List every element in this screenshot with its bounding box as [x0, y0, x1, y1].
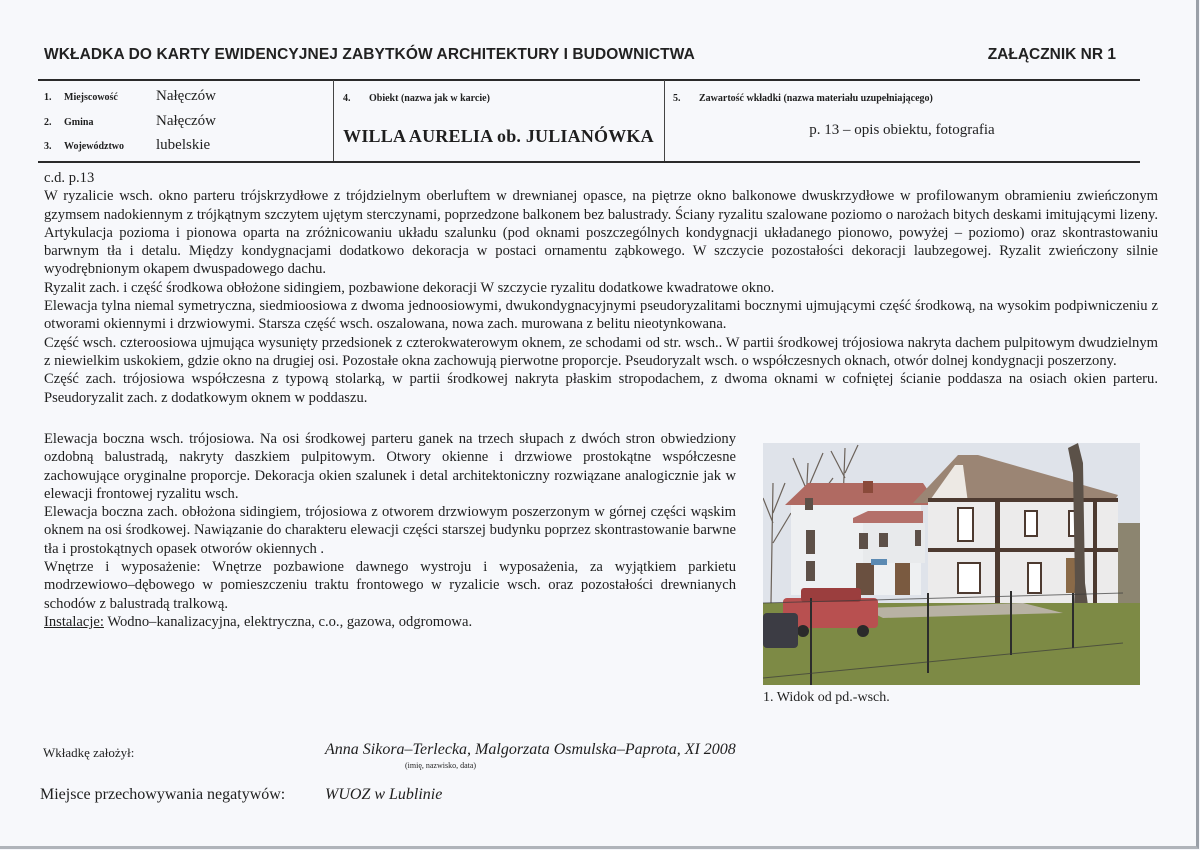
field-label: Gmina [64, 117, 94, 128]
author-value: Anna Sikora–Terlecka, Malgorzata Osmulska–Paprota, XI 2008 [325, 741, 736, 758]
field-value: Nałęczów [156, 88, 216, 104]
contents-value: p. 13 – opis obiektu, fotografia [809, 122, 995, 138]
description-paragraph: Elewacja boczna wsch. trójosiowa. Na osi środkowej parteru ganek na trzech słupach z dwóch stron obwiedziony ozdobną balustradą, nakryty daszkiem pulpitowym. Otwory okienne i drzwiowe prostokątne współczesne zachowujące oryginalne proporcje. Dekoracja okien szalunek i detal architektoniczny rozwiązane analogicznie jak w elewacji frontowej ryzalitu wsch. [44, 431, 736, 502]
field-voivodeship [44, 137, 210, 154]
field-label: Województwo [64, 141, 124, 152]
author-label: Wkładkę założył: [43, 745, 135, 760]
annex-number: ZAŁĄCZNIK NR 1 [987, 46, 1116, 63]
building-photo [763, 443, 1140, 685]
installations-label: Instalacje: [44, 613, 104, 630]
field-label: Zawartość wkładki (nazwa materiału uzupełniającego) [699, 93, 933, 104]
field-number: 1. [44, 92, 52, 103]
description-text-lower [44, 430, 736, 631]
field-number: 2. [44, 117, 52, 128]
field-number: 5. [673, 93, 681, 104]
description-paragraph: Elewacja tylna niemal symetryczna, siedmioosiowa z dwoma jednoosiowymi, dwukondygnacyjnymi pseudoryzalitami bocznymi ujmującymi część środkową, na wysokim podpiwniczeniu z otworami okiennymi i drzwiowymi. Starsza część wsch. oszalowana, nowa zach. murowana z belitu nieotynkowana. [44, 298, 1158, 333]
field-commune [44, 113, 216, 130]
field-locality [44, 88, 216, 105]
object-name: WILLA AURELIA ob. JULIANÓWKA [343, 126, 654, 146]
description-paragraph: Wnętrze i wyposażenie: Wnętrze pozbawione dawnego wystroju i wyposażenia, za wyjątkiem parkietu modrzewiowo–dębowego w pomieszczeniu traktu frontowego w ryzalicie wsch. oraz pozostałości drewnianych schodów z balustradą tralkową. [44, 559, 736, 612]
field-number: 4. [343, 93, 351, 104]
negatives-label: Miejsce przechowywania negatywów: [40, 786, 286, 803]
negatives-value: WUOZ w Lublinie [325, 786, 443, 803]
author-hint: (imię, nazwisko, data) [405, 761, 477, 770]
table-divider [664, 80, 665, 161]
table-bottom-rule [38, 161, 1140, 163]
installations-paragraph [44, 613, 736, 631]
description-text [44, 169, 1158, 407]
photo-caption: 1. Widok od pd.-wsch. [763, 690, 890, 705]
description-paragraph: W ryzalicie wsch. okno parteru trójskrzydłowe z trójdzielnym oberluftem w drewnianej opasce, na piętrze okno balkonowe dwuskrzydłowe w profilowanym obramieniu zwieńczonym gzymsem nadokiennym z trójkątnym szczytem ujętym sterczynami, poprzedzone balkonem bez balustrady. Ściany ryzalitu szalowane poziomo o narożach bitych deskami imitującymi lizeny. Artykulacja pozioma i pionowa oparta na zróżnicowaniu układu szalunku (pod oknami poszczególnych kondygnacji układanego pionowo, powyżej – poziomo) oraz skontrastowaniu barwnym tła i detalu. Między kondygnacjami dodatkowo dekoracja w postaci ornamentu ząbkowego. W szczycie pozostałości dekoracji laubzegowej. Ryzalit zwieńczony silnie wyodrębnionym okapem dwuspadowego dachu. [44, 188, 1158, 278]
table-top-rule [38, 79, 1140, 81]
installations-value: Wodno–kanalizacyjna, elektryczna, c.o., gazowa, odgromowa. [103, 613, 473, 630]
field-label: Miejscowość [64, 92, 118, 103]
field-object-header [343, 93, 490, 104]
field-contents-header [673, 93, 933, 104]
field-value: lubelskie [156, 137, 211, 153]
continuation-label: c.d. p.13 [44, 170, 95, 186]
description-paragraph: Ryzalit zach. i część środkowa obłożone sidingiem, pozbawione dekoracji W szczycie ryzalitu dodatkowe kwadratowe okno. [44, 279, 775, 296]
field-label: Obiekt (nazwa jak w karcie) [369, 93, 490, 104]
description-paragraph: Część wsch. czteroosiowa ujmująca wysunięty przedsionek z czterokwaterowym oknem, ze schodami od str. wsch.. W partii środkowej trójosiowa nakryta dachem pulpitowym dwudzielnym z niewielkim uskokiem, gdzie okno na drugiej osi. Pozostałe okna zachowują pierwotne proporcje. Pseudoryzalt wsch. o współczesnych oknach, otwór dolnej kondygnacji poszerzony. [44, 334, 1158, 369]
description-paragraph: Elewacja boczna zach. obłożona sidingiem, trójosiowa z otworem drzwiowym poszerzonym w górnej części wąskim oknem na osi środkowej. Nawiązanie do charakteru elewacji części starszej budynku poprzez skontrastowanie barwne tła i prostokątnych opasek otworów okiennych . [44, 504, 736, 557]
field-number: 3. [44, 141, 52, 152]
table-divider [333, 80, 334, 161]
description-paragraph: Część zach. trójosiowa współczesna z typową stolarką, w partii środkowej nakryta płaskim stropodachem, z dwoma oknami w cofniętej ścianie poddasza na osiach okien parteru. Pseudoryzalit zach. z dodatkowym oknem w poddaszu. [44, 371, 1158, 406]
field-value: Nałęczów [156, 113, 216, 129]
document-title: WKŁADKA DO KARTY EWIDENCYJNEJ ZABYTKÓW ARCHITEKTURY I BUDOWNICTWA [44, 46, 695, 63]
